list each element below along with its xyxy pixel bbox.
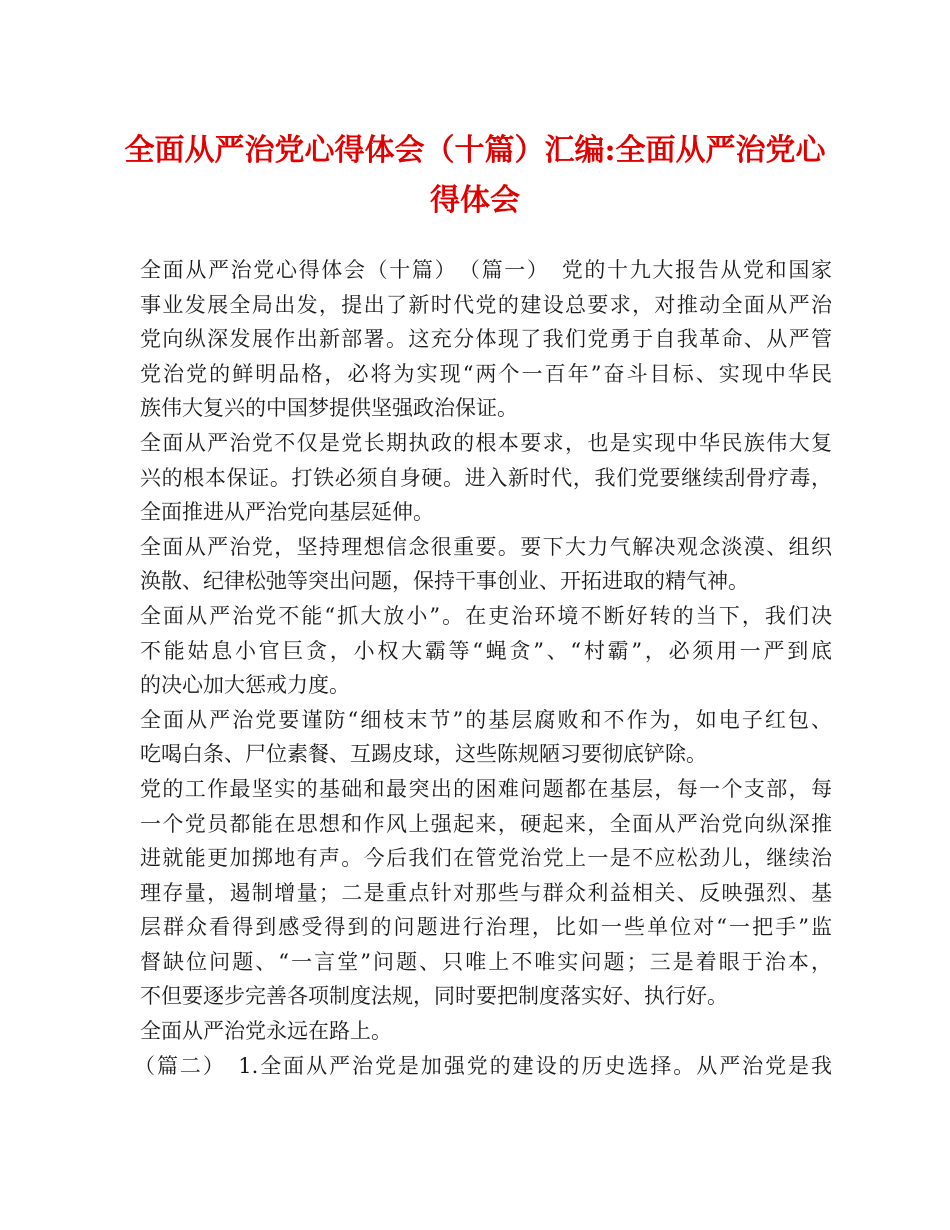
text-line: 党治党的鲜明品格，必将为实现“两个一百年”奋斗目标、实现中华民 [140, 361, 832, 386]
title-line: 得体会 [430, 183, 520, 218]
document-title [120, 126, 830, 226]
text-line: 兴的根本保证。打铁必须自身硬。进入新时代，我们党要继续刮骨疗毒， [140, 465, 832, 490]
text-line: 全面推进从严治党向基层延伸。 [140, 500, 434, 525]
paragraph [140, 772, 832, 1014]
text-line: 进就能更加掷地有声。今后我们在管党治党上一是不应松劲儿，继续治 [140, 846, 832, 871]
paragraph [134, 1049, 832, 1084]
text-line: 督缺位问题、“一言堂”问题、只唯上不唯实问题；三是着眼于治本， [140, 949, 832, 974]
title-line: 全面从严治党心得体会（十篇）汇编:全面从严治党心 [124, 133, 826, 168]
paragraph [140, 703, 832, 772]
document-body [134, 253, 832, 1083]
paragraph [140, 1014, 832, 1049]
text-line: 涣散、纪律松弛等突出问题，保持干事创业、开拓进取的精气神。 [140, 569, 749, 594]
text-line: 全面从严治党永远在路上。 [140, 1019, 392, 1044]
paragraph [140, 599, 832, 703]
text-line: 党向纵深发展作出新部署。这充分体现了我们党勇于自我革命、从严管 [140, 327, 832, 352]
text-line: 吃喝白条、尸位素餐、互踢皮球，这些陈规陋习要彻底铲除。 [140, 742, 707, 767]
text-line: 全面从严治党不仅是党长期执政的根本要求，也是实现中华民族伟大复 [140, 430, 832, 455]
text-line: 全面从严治党要谨防“细枝末节”的基层腐败和不作为，如电子红包、 [140, 707, 832, 732]
text-line: 不但要逐步完善各项制度法规，同时要把制度落实好、执行好。 [140, 984, 728, 1009]
paragraph [140, 530, 832, 599]
paragraph [140, 253, 832, 426]
paragraph [140, 426, 832, 530]
text-line: （篇二） 1.全面从严治党是加强党的建设的历史选择。从严治党是我 [134, 1053, 832, 1078]
text-line: 族伟大复兴的中国梦提供坚强政治保证。 [140, 396, 518, 421]
text-line: 党的工作最坚实的基础和最突出的困难问题都在基层，每一个支部，每 [140, 776, 832, 801]
text-line: 全面从严治党，坚持理想信念很重要。要下大力气解决观念淡漠、组织 [140, 534, 832, 559]
text-line: 全面从严治党心得体会（十篇） （篇一） 党的十九大报告从党和国家 [140, 258, 832, 282]
text-line: 不能姑息小官巨贪，小权大霸等“蝇贪”、“村霸”，必须用一严到底 [140, 638, 832, 663]
text-line: 事业发展全局出发，提出了新时代党的建设总要求，对推动全面从严治 [140, 292, 832, 317]
text-line: 理存量，遏制增量；二是重点针对那些与群众利益相关、反映强烈、基 [140, 880, 832, 905]
text-line: 一个党员都能在思想和作风上强起来，硬起来，全面从严治党向纵深推 [140, 811, 832, 836]
text-line: 全面从严治党不能“抓大放小”。在吏治环境不断好转的当下，我们决 [140, 603, 832, 628]
text-line: 的决心加大惩戒力度。 [140, 673, 350, 698]
text-line: 层群众看得到感受得到的问题进行治理，比如一些单位对“一把手”监 [140, 915, 832, 940]
